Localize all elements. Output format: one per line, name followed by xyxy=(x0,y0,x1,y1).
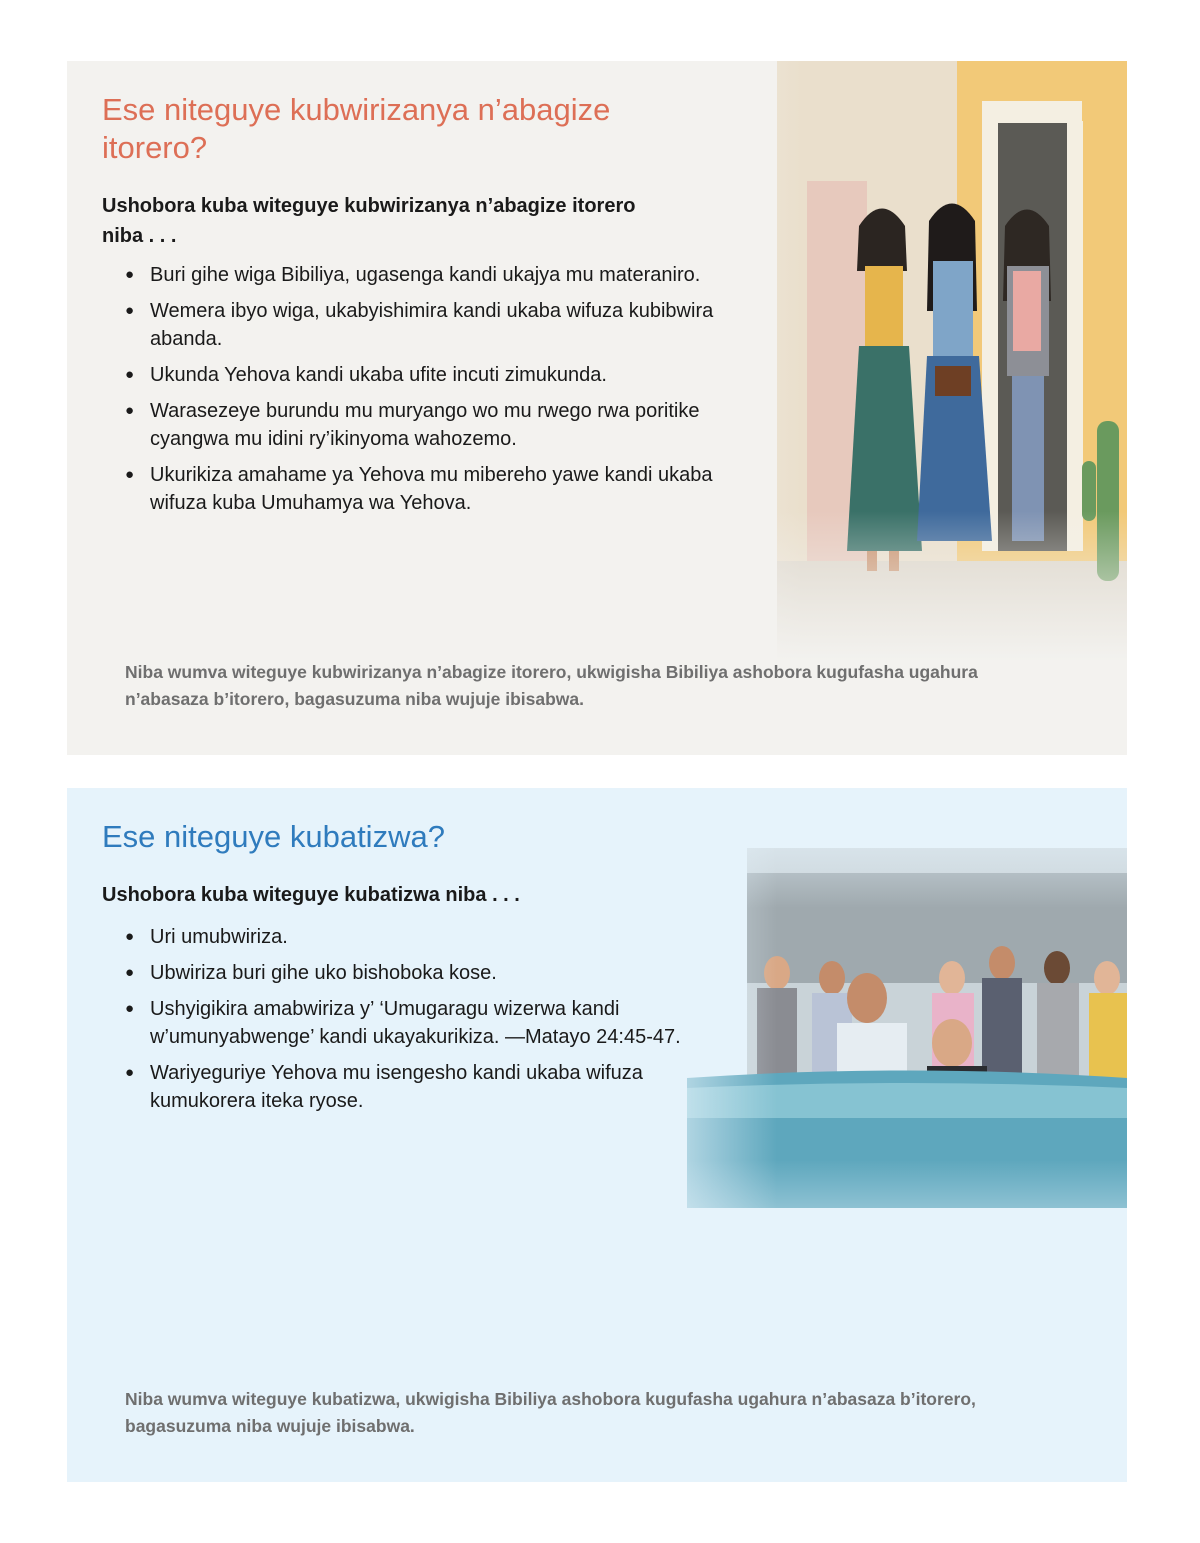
section-intro: Ushobora kuba witeguye kubatizwa niba . . . xyxy=(102,884,520,906)
requirements-list xyxy=(125,261,725,525)
list-item: ● Ukunda Yehova kandi ukaba ufite incuti zimukunda. xyxy=(125,361,725,389)
ministry-readiness-panel xyxy=(67,61,1127,755)
baptism-readiness-panel xyxy=(67,788,1127,1482)
list-item: ● Uri umubwiriza. xyxy=(125,923,685,951)
section-note: Niba wumva witeguye kubatizwa, ukwigisha Bibiliya ashobora kugufasha ugahura n’abasaza b’itorero, bagasuzuma niba wujuje ibisabwa. xyxy=(125,1389,976,1436)
baptism-illustration xyxy=(627,788,1127,1388)
section-intro: Ushobora kuba witeguye kubwirizanya n’abagize itorero niba . . . xyxy=(102,195,636,247)
list-item: ● Wariyeguriye Yehova mu isengesho kandi ukaba wifuza kumukorera iteka ryose. xyxy=(125,1059,685,1115)
list-item: ● Warasezeye burundu mu muryango wo mu rwego rwa poritike cyangwa mu idini ry’ikinyoma wahozemo. xyxy=(125,397,725,453)
requirements-list xyxy=(125,923,685,1123)
list-item: ● Ubwiriza buri gihe uko bishoboka kose. xyxy=(125,959,685,987)
section-title: Ese niteguye kubatizwa? xyxy=(102,819,445,854)
list-item: ● Buri gihe wiga Bibiliya, ugasenga kandi ukajya mu materaniro. xyxy=(125,261,725,289)
list-item: ● Wemera ibyo wiga, ukabyishimira kandi ukaba wifuza kubibwira abanda. xyxy=(125,297,725,353)
section-title: Ese niteguye kubwirizanya n’abagize itorero? xyxy=(102,92,611,165)
list-item: ● Ushyigikira amabwiriza y’ ‘Umugaragu wizerwa kandi w’umunyabwenge’ kandi ukayakurikiza. —Matayo 24:45-47. xyxy=(125,995,685,1051)
list-item: ● Ukurikiza amahame ya Yehova mu mibereho yawe kandi ukaba wifuza kuba Umuhamya wa Yehova. xyxy=(125,461,725,517)
section-note: Niba wumva witeguye kubwirizanya n’abagize itorero, ukwigisha Bibiliya ashobora kugufasha ugahura n’abasaza b’itorero, bagasuzuma niba wujuje ibisabwa. xyxy=(125,662,978,709)
